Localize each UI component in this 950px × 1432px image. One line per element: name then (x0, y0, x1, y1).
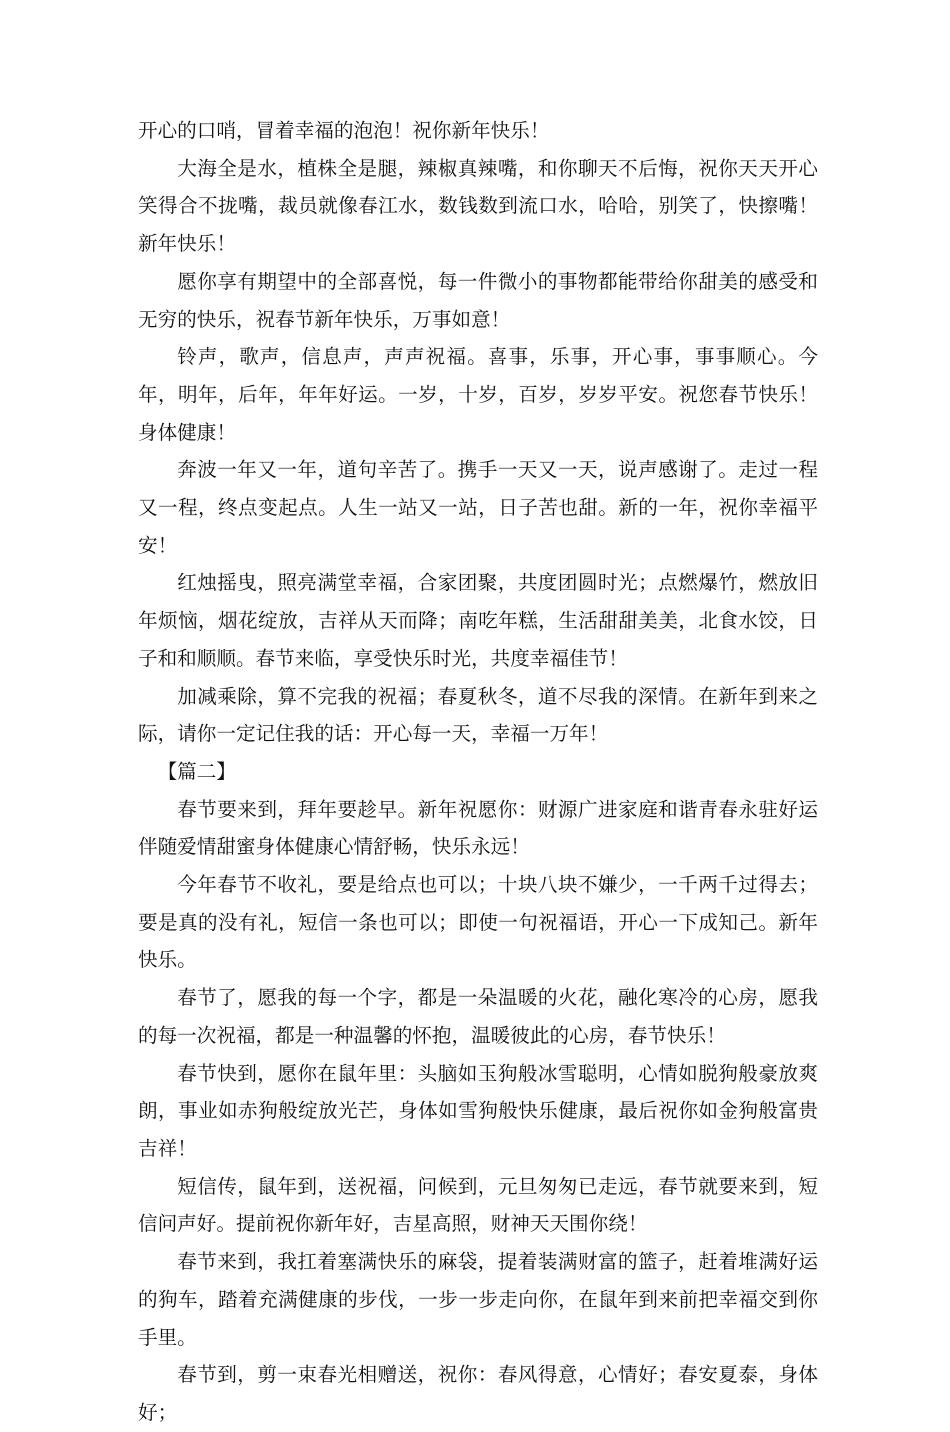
paragraph: 春节要来到，拜年要趁早。新年祝愿你：财源广进家庭和谐青春永驻好运伴随爱情甜蜜身体健康心情舒畅，快乐永远！ (138, 797, 818, 859)
paragraph: 短信传，鼠年到，送祝福，问候到，元旦匆匆已走远，春节就要来到，短信问声好。提前祝你新年好，吉星高照，财神天天围你绕！ (138, 1174, 818, 1236)
continued-paragraph: 开心的口哨，冒着幸福的泡泡！祝你新年快乐！ (138, 119, 550, 142)
paragraph: 春节快到，愿你在鼠年里：头脑如玉狗般冰雪聪明，心情如脱狗般豪放爽朗，事业如赤狗般绽放光芒，身体如雪狗般快乐健康，最后祝你如金狗般富贵吉祥！ (138, 1061, 818, 1160)
document-body (138, 112, 818, 1432)
paragraph: 奔波一年又一年，道句辛苦了。携手一天又一天，说声感谢了。走过一程又一程，终点变起点。人生一站又一站，日子苦也甜。新的一年，祝你幸福平安！ (138, 458, 818, 557)
paragraph: 愿你享有期望中的全部喜悦，每一件微小的事物都能带给你甜美的感受和无穷的快乐，祝春节新年快乐，万事如意！ (138, 269, 818, 331)
section-heading: 【篇二】 (157, 759, 236, 783)
paragraph: 春节到，剪一束春光相赠送，祝你：春风得意，心情好；春安夏泰，身体好； (138, 1363, 818, 1424)
paragraph: 今年春节不收礼，要是给点也可以；十块八块不嫌少，一千两千过得去；要是真的没有礼，短信一条也可以；即使一句祝福语，开心一下成知己。新年快乐。 (138, 873, 818, 972)
paragraph: 铃声，歌声，信息声，声声祝福。喜事，乐事，开心事，事事顺心。今年，明年，后年，年年好运。一岁，十岁，百岁，岁岁平安。祝您春节快乐！身体健康！ (138, 345, 818, 444)
paragraph: 大海全是水，植株全是腿，辣椒真辣嘴，和你聊天不后悔，祝你天天开心笑得合不拢嘴，裁员就像春江水，数钱数到流口水，哈哈，别笑了，快擦嘴！新年快乐！ (138, 156, 818, 256)
paragraph: 春节了，愿我的每一个字，都是一朵温暖的火花，融化寒冷的心房，愿我的每一次祝福，都是一种温馨的怀抱，温暖彼此的心房，春节快乐！ (138, 986, 818, 1047)
paragraph: 红烛摇曳，照亮满堂幸福，合家团聚，共度团圆时光；点燃爆竹，燃放旧年烦恼，烟花绽放，吉祥从天而降；南吃年糕，生活甜甜美美，北食水饺，日子和和顺顺。春节来临，享受快乐时光，共度幸福佳节！ (138, 571, 818, 670)
paragraph: 加减乘除，算不完我的祝福；春夏秋冬，道不尽我的深情。在新年到来之际，请你一定记住我的话：开心每一天，幸福一万年！ (138, 684, 818, 746)
paragraph: 春节来到，我扛着塞满快乐的麻袋，提着装满财富的篮子，赶着堆满好运的狗车，踏着充满健康的步伐，一步一步走向你，在鼠年到来前把幸福交到你手里。 (138, 1250, 818, 1349)
